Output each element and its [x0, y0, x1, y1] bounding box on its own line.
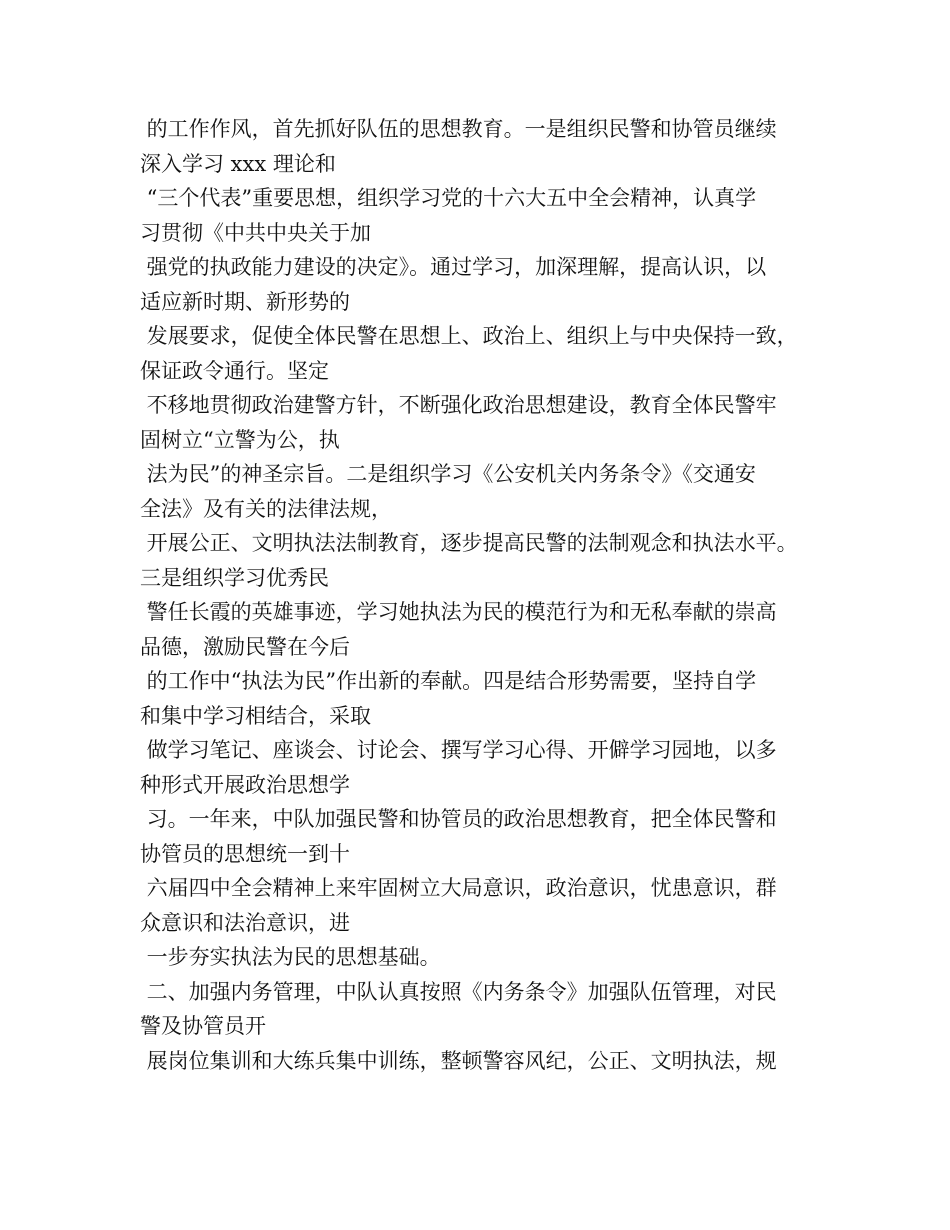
text-line: 深入学习 xxx 理论和: [140, 151, 336, 176]
text-line: 的工作中“执法为民”作出新的奉献。四是结合形势需要，坚持自学: [140, 669, 757, 693]
text-line: 警及协管员开: [140, 1014, 266, 1038]
text-line: 习贯彻《中共中央关于加: [140, 220, 371, 245]
text-line: 固树立“立警为公，执: [140, 427, 340, 452]
text-line: 强党的执政能力建设的决定》。通过学习，加深理解，提高认识，以: [140, 255, 767, 279]
text-line: 二、加强内务管理，中队认真按照《内务条令》加强队伍管理，对民: [140, 979, 777, 1004]
text-line: 六届四中全会精神上来牢固树立大局意识，政治意识，忧患意识，群: [140, 876, 777, 900]
text-line: 种形式开展政治思想学: [140, 772, 350, 797]
text-line: 开展公正、文明执法法制教育，逐步提高民警的法制观念和执法水平。: [140, 531, 798, 555]
text-line: 三是组织学习优秀民: [140, 565, 329, 590]
body-text: [140, 112, 830, 1078]
text-line: “三个代表”重要思想，组织学习党的十六大五中全会精神，认真学: [140, 186, 757, 210]
text-line: 一步夯实执法为民的思想基础。: [140, 945, 441, 969]
text-line: 全法》及有关的法律法规，: [140, 496, 392, 521]
text-line: 发展要求，促使全体民警在思想上、政治上、组织上与中央保持一致，: [140, 324, 798, 348]
text-line: 保证政令通行。坚定: [140, 358, 329, 383]
text-line: 法为民”的神圣宗旨。二是组织学习《公安机关内务条令》《交通安: [140, 462, 756, 486]
text-line: 适应新时期、新形势的: [140, 289, 350, 314]
text-line: 的工作作风，首先抓好队伍的思想教育。一是组织民警和协管员继续: [140, 117, 777, 141]
text-line: 品德，激励民警在今后: [140, 634, 350, 659]
text-line: 不移地贯彻政治建警方针，不断强化政治思想建设，教育全体民警牢: [140, 393, 777, 417]
text-line: 警任长霞的英雄事迹，学习她执法为民的模范行为和无私奉献的崇高: [140, 600, 777, 624]
text-line: 众意识和法治意识，进: [140, 910, 350, 935]
text-line: 协管员的思想统一到十: [140, 841, 350, 866]
text-line: 做学习笔记、座谈会、讨论会、撰写学习心得、开僻学习园地，以多: [140, 738, 777, 762]
text-line: 展岗位集训和大练兵集中训练，整顿警容风纪，公正、文明执法，规: [140, 1048, 777, 1073]
text-line: 习。一年来，中队加强民警和协管员的政治思想教育，把全体民警和: [140, 807, 777, 831]
text-line: 和集中学习相结合，采取: [140, 703, 371, 728]
